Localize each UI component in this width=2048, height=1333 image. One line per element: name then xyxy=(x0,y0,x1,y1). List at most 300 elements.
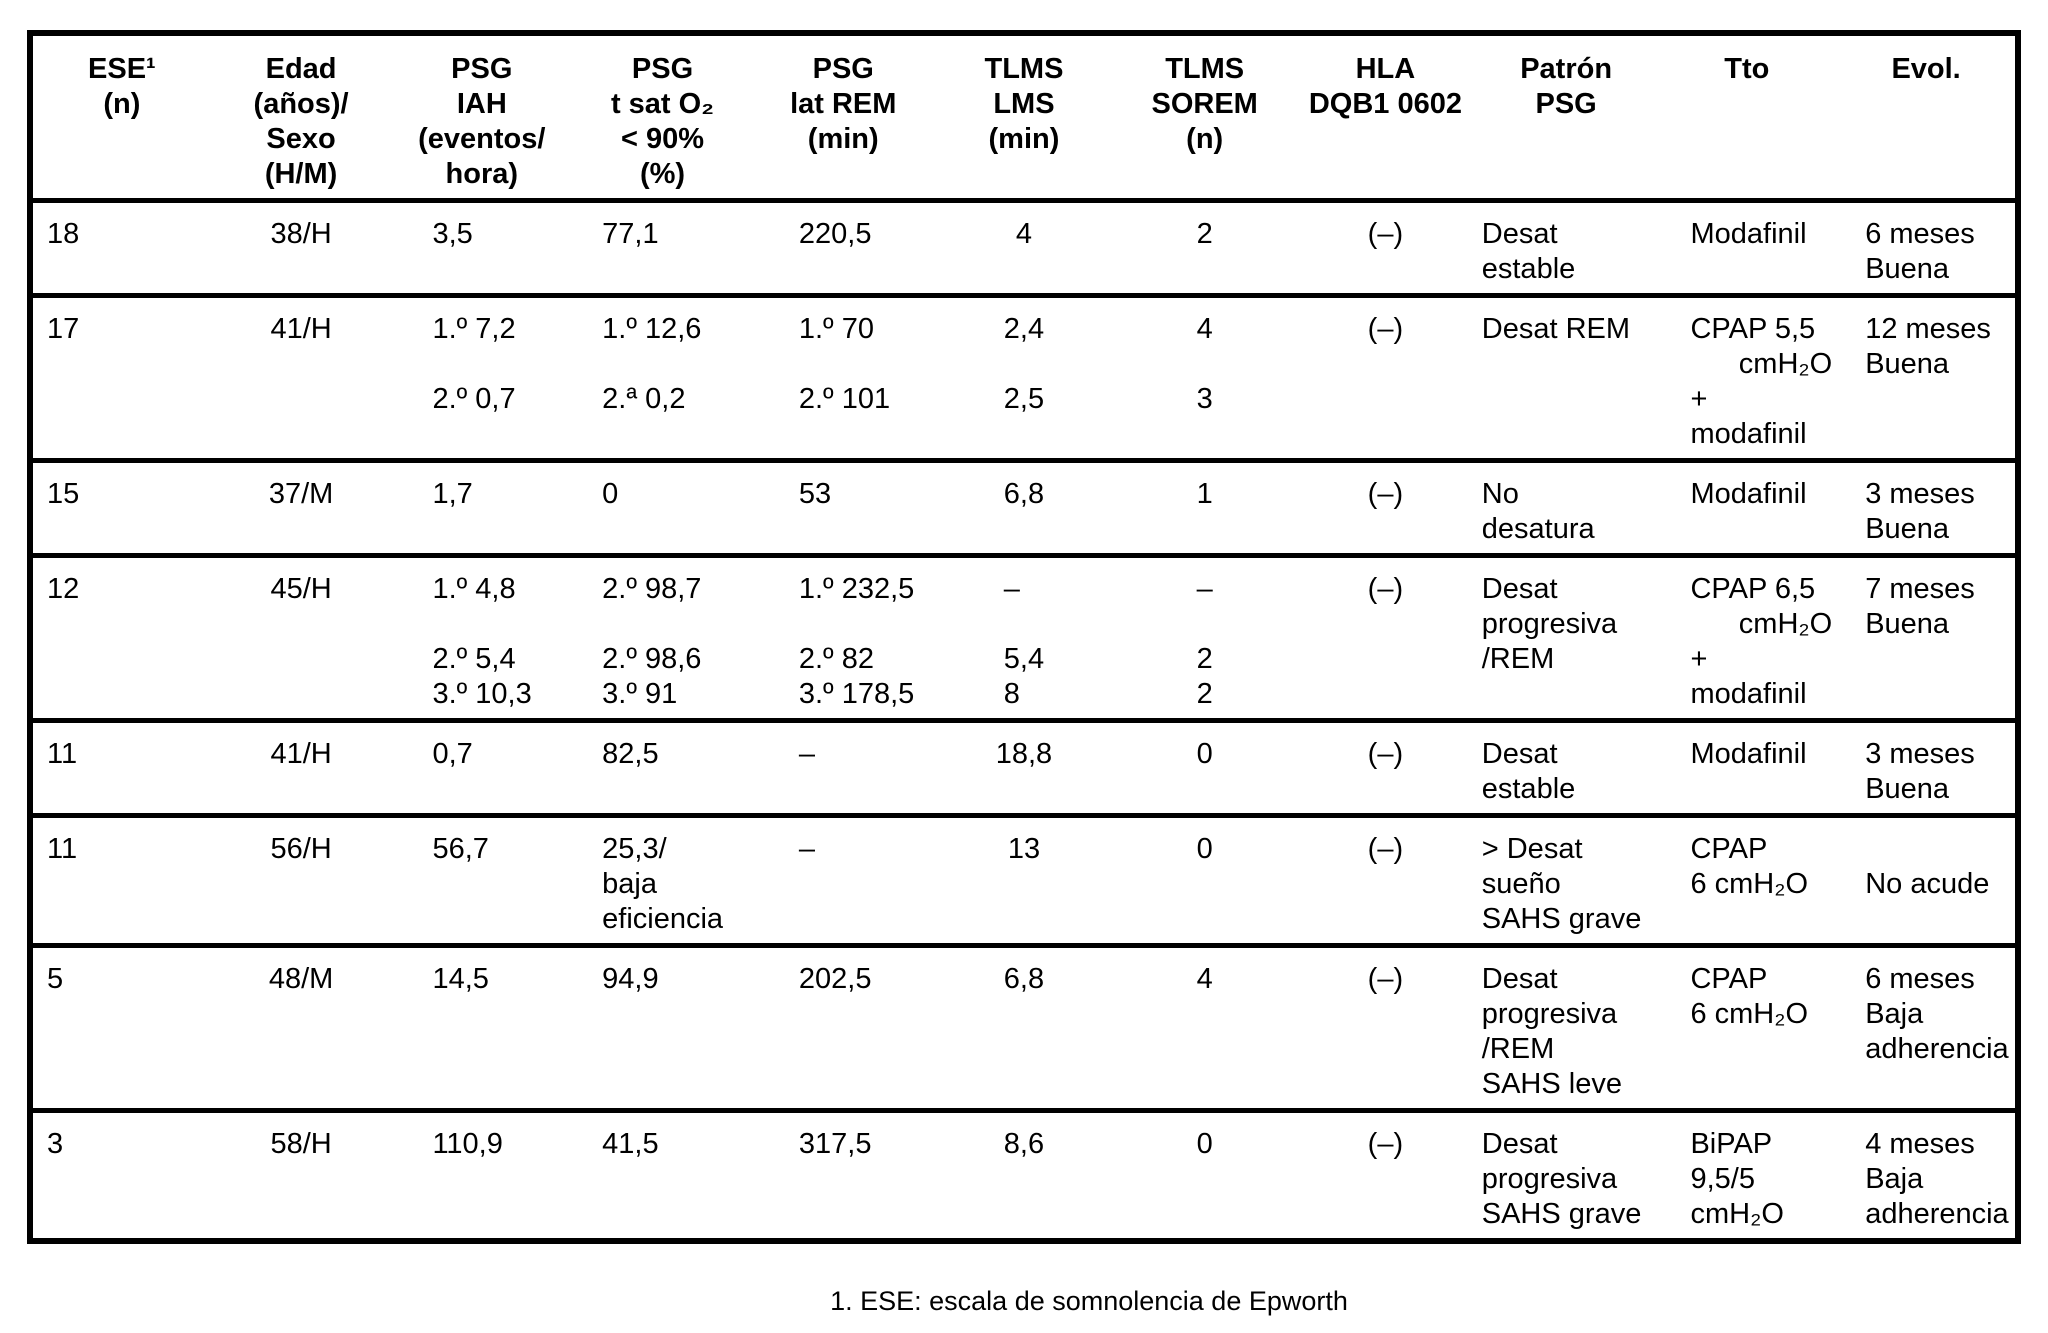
cell-psg-tsat-o2 xyxy=(572,296,753,461)
cell-hla xyxy=(1295,1111,1476,1242)
cell-evol xyxy=(1837,721,2018,816)
column-header-psg-tsat-o2 xyxy=(572,33,753,201)
cell-line: 3,5 xyxy=(432,218,473,250)
cell-line: (min) xyxy=(807,123,879,155)
cell-psg-lat-rem xyxy=(753,721,934,816)
cell-content xyxy=(799,477,932,512)
cell-line: – xyxy=(1003,573,1020,605)
table-footnote: 1. ESE: escala de somnolencia de Epworth xyxy=(830,1286,1348,1316)
cell-ese xyxy=(30,296,211,461)
cell-psg-tsat-o2 xyxy=(572,461,753,556)
cell-evol xyxy=(1837,296,2018,461)
cell-line xyxy=(1004,607,1044,642)
cell-edad-sexo xyxy=(211,461,392,556)
table-row xyxy=(30,1111,2018,1242)
cell-line: Desat xyxy=(1481,738,1558,770)
cell-line: (–) xyxy=(1367,833,1404,865)
cell-content xyxy=(602,477,751,512)
cell-line: PSG xyxy=(1535,88,1597,120)
cell-line: Sexo xyxy=(266,123,336,155)
column-header-tlms-sorem xyxy=(1114,33,1295,201)
cell-content xyxy=(1482,962,1655,1102)
cell-ese xyxy=(30,556,211,721)
cell-content xyxy=(47,737,209,772)
cell-line: eficiencia xyxy=(602,903,724,935)
cell-psg-iah xyxy=(391,1111,572,1242)
cell-psg-tsat-o2 xyxy=(572,556,753,721)
cell-patron-psg xyxy=(1476,296,1657,461)
cell-hla xyxy=(1295,296,1476,461)
cell-line: 3 xyxy=(47,1128,64,1160)
cell-content xyxy=(1482,832,1655,937)
cell-content xyxy=(432,217,570,252)
cell-line: 0 xyxy=(602,478,619,510)
cell-line: Evol. xyxy=(1891,53,1961,85)
cell-content xyxy=(996,737,1052,772)
cell-content xyxy=(602,962,751,997)
cell-content xyxy=(1482,312,1655,347)
cell-line: 37/M xyxy=(268,478,334,510)
cell-line: Modafinil xyxy=(1690,218,1807,250)
cell-line: /REM xyxy=(1481,643,1555,675)
cell-line xyxy=(1004,347,1044,382)
cell-line: 82,5 xyxy=(602,738,659,770)
cell-content xyxy=(1865,962,2013,1067)
cell-line: (eventos/ xyxy=(418,123,546,155)
cell-line: + xyxy=(1690,643,1708,675)
cell-line: 12 meses xyxy=(1865,313,1991,345)
cell-content xyxy=(1008,832,1040,867)
cell-line xyxy=(799,607,932,642)
cell-line: PSG xyxy=(812,53,874,85)
column-header-evol xyxy=(1837,33,2018,201)
cell-line: 0,7 xyxy=(432,738,473,770)
cell-line: desatura xyxy=(1481,513,1595,545)
cell-line: 6 meses xyxy=(1865,218,1975,250)
cell-line xyxy=(1197,347,1213,382)
cell-line: 1.º 4,8 xyxy=(432,573,516,605)
cell-line: 317,5 xyxy=(798,1128,872,1160)
cell-content xyxy=(1865,1127,2013,1232)
cell-line: baja xyxy=(602,868,657,900)
cell-line: 1.º 7,2 xyxy=(432,313,516,345)
cell-line: – xyxy=(1196,573,1213,605)
table-row xyxy=(30,461,2018,556)
cell-content xyxy=(1865,217,2013,287)
cell-psg-lat-rem xyxy=(753,461,934,556)
cell-psg-lat-rem xyxy=(753,556,934,721)
cell-content xyxy=(213,52,390,192)
cell-line: 4 xyxy=(1015,218,1033,250)
cell-line: 2.º 82 xyxy=(798,643,874,675)
cell-content xyxy=(799,312,932,417)
cell-line: 8 xyxy=(1003,678,1020,710)
cell-content xyxy=(799,832,932,867)
cell-line: 5 xyxy=(47,963,64,995)
cell-psg-tsat-o2 xyxy=(572,1111,753,1242)
cell-psg-tsat-o2 xyxy=(572,721,753,816)
cell-line: 1,7 xyxy=(432,478,473,510)
cell-line: Desat xyxy=(1481,963,1558,995)
cell-line: TLMS xyxy=(1165,53,1245,85)
cell-content xyxy=(270,832,331,867)
cell-content xyxy=(936,52,1113,157)
cell-psg-lat-rem xyxy=(753,296,934,461)
cell-line: 2 xyxy=(1196,643,1213,675)
cell-evol xyxy=(1837,816,2018,946)
cell-tto xyxy=(1656,946,1837,1111)
cell-line: sueño xyxy=(1481,868,1561,900)
cell-psg-lat-rem xyxy=(753,201,934,296)
cell-psg-iah xyxy=(391,721,572,816)
cell-content xyxy=(47,312,209,347)
cell-edad-sexo xyxy=(211,946,392,1111)
cell-line: Patrón xyxy=(1520,53,1613,85)
cell-patron-psg xyxy=(1476,556,1657,721)
column-header-tlms-lms xyxy=(934,33,1115,201)
cell-content xyxy=(1368,737,1403,772)
cell-tlms-sorem xyxy=(1114,721,1295,816)
cell-line: ESE¹ xyxy=(88,53,156,85)
cell-content xyxy=(799,572,932,712)
cell-line: Buena xyxy=(1865,348,1950,380)
cell-line: > Desat xyxy=(1481,833,1583,865)
cell-line: No xyxy=(1481,478,1519,510)
cell-line: CPAP xyxy=(1690,963,1768,995)
cell-content xyxy=(1368,962,1403,997)
cell-content xyxy=(1482,572,1655,677)
cell-line: Buena xyxy=(1865,253,1950,285)
cell-psg-iah xyxy=(391,816,572,946)
cell-line: 3 meses xyxy=(1865,478,1975,510)
cell-line: 56,7 xyxy=(432,833,489,865)
cell-line: 12 xyxy=(47,573,80,605)
cell-line: 4 xyxy=(1196,963,1213,995)
cell-hla xyxy=(1295,201,1476,296)
cell-evol xyxy=(1837,556,2018,721)
cell-line: 2 xyxy=(1196,218,1213,250)
cell-content xyxy=(1690,737,1835,772)
cell-line: (–) xyxy=(1367,218,1404,250)
cell-line: PSG xyxy=(451,53,513,85)
cell-line: 2,5 xyxy=(1003,383,1045,415)
cell-edad-sexo xyxy=(211,721,392,816)
cell-content xyxy=(1197,572,1213,712)
cell-content xyxy=(270,1127,331,1162)
cell-hla xyxy=(1295,461,1476,556)
cell-line: Modafinil xyxy=(1690,478,1807,510)
cell-content xyxy=(1016,217,1032,252)
cell-content xyxy=(1865,572,2013,642)
cell-line: 13 xyxy=(1007,833,1041,865)
cell-line: Modafinil xyxy=(1690,738,1807,770)
cell-tlms-lms xyxy=(934,946,1115,1111)
cell-content xyxy=(1690,962,1835,1032)
cell-content xyxy=(432,962,570,997)
cell-line: t sat O₂ xyxy=(610,88,715,120)
cell-line: progresiva xyxy=(1481,998,1618,1030)
cell-line: lat REM xyxy=(790,88,897,120)
cell-ese xyxy=(30,1111,211,1242)
cell-content xyxy=(1482,737,1655,807)
table-header xyxy=(30,33,2018,201)
cell-line: 45/H xyxy=(270,573,332,605)
cell-line: 17 xyxy=(47,313,80,345)
cell-content xyxy=(47,217,209,252)
cell-tlms-lms xyxy=(934,721,1115,816)
cell-line: 110,9 xyxy=(432,1128,503,1160)
cell-line: 38/H xyxy=(270,218,332,250)
cell-line: adherencia xyxy=(1865,1033,2009,1065)
cell-line: No acude xyxy=(1865,868,1990,900)
cell-tlms-sorem xyxy=(1114,556,1295,721)
patients-table xyxy=(27,30,2021,1244)
cell-tlms-sorem xyxy=(1114,296,1295,461)
cell-line: /REM xyxy=(1481,1033,1555,1065)
cell-line: 7 meses xyxy=(1865,573,1975,605)
header-row xyxy=(30,33,2018,201)
cell-tlms-lms xyxy=(934,296,1115,461)
cell-line: DQB1 0602 xyxy=(1308,88,1462,120)
cell-content xyxy=(1004,962,1044,997)
cell-line: 53 xyxy=(798,478,832,510)
cell-line: 3.º 91 xyxy=(602,678,678,710)
cell-tto xyxy=(1656,721,1837,816)
cell-ese xyxy=(30,461,211,556)
cell-content xyxy=(269,477,333,512)
cell-line: TLMS xyxy=(984,53,1064,85)
cell-line: (años)/ xyxy=(253,88,349,120)
cell-line xyxy=(799,347,932,382)
cell-hla xyxy=(1295,721,1476,816)
cell-psg-iah xyxy=(391,461,572,556)
column-header-edad-sexo xyxy=(211,33,392,201)
cell-content xyxy=(47,572,209,607)
cell-content xyxy=(1690,312,1835,452)
cell-tlms-sorem xyxy=(1114,1111,1295,1242)
cell-content xyxy=(269,962,333,997)
cell-line: (–) xyxy=(1367,573,1404,605)
cell-line: 15 xyxy=(47,478,80,510)
cell-content xyxy=(1297,52,1474,122)
table-row xyxy=(30,296,2018,461)
cell-line: Desat xyxy=(1481,218,1558,250)
cell-psg-iah xyxy=(391,556,572,721)
cell-line: cmH₂O xyxy=(1690,608,1833,640)
cell-line: 6 cmH₂O xyxy=(1690,868,1809,900)
cell-line: 2.º 0,7 xyxy=(432,383,516,415)
cell-line: 41/H xyxy=(270,313,332,345)
cell-line: BiPAP xyxy=(1690,1128,1773,1160)
cell-line: CPAP 5,5 xyxy=(1690,313,1816,345)
cell-line: Buena xyxy=(1865,608,1950,640)
cell-patron-psg xyxy=(1476,721,1657,816)
cell-line: 48/M xyxy=(268,963,334,995)
cell-psg-tsat-o2 xyxy=(572,816,753,946)
cell-line: 3 meses xyxy=(1865,738,1975,770)
cell-content xyxy=(602,217,751,252)
cell-tto xyxy=(1656,816,1837,946)
cell-line: Edad xyxy=(265,53,337,85)
cell-content xyxy=(1482,217,1655,287)
cell-line: 2.º 5,4 xyxy=(432,643,516,675)
cell-tto xyxy=(1656,296,1837,461)
cell-tto xyxy=(1656,201,1837,296)
table-row xyxy=(30,946,2018,1111)
cell-line: hora) xyxy=(445,158,519,190)
cell-line: 3.º 178,5 xyxy=(798,678,915,710)
cell-content xyxy=(1690,572,1835,712)
cell-line: 1.º 12,6 xyxy=(602,313,702,345)
cell-content xyxy=(1865,832,2013,902)
cell-content xyxy=(1004,1127,1044,1162)
cell-line: 11 xyxy=(47,738,78,770)
cell-line: Tto xyxy=(1724,53,1770,85)
cell-content xyxy=(432,312,570,417)
cell-patron-psg xyxy=(1476,201,1657,296)
cell-edad-sexo xyxy=(211,816,392,946)
cell-tlms-lms xyxy=(934,556,1115,721)
cell-line: 1.º 70 xyxy=(798,313,874,345)
cell-content xyxy=(1368,572,1403,607)
cell-line: 5,4 xyxy=(1003,643,1045,675)
cell-line: HLA xyxy=(1355,53,1416,85)
cell-content xyxy=(799,962,932,997)
cell-line: 202,5 xyxy=(798,963,872,995)
cell-line: 6 meses xyxy=(1865,963,1975,995)
cell-line: 1.º 232,5 xyxy=(798,573,915,605)
cell-line: 220,5 xyxy=(798,218,872,250)
cell-line: 6 cmH₂O xyxy=(1690,998,1809,1030)
cell-line: 9,5/5 xyxy=(1690,1163,1755,1195)
cell-line: IAH xyxy=(456,88,507,120)
cell-line: (–) xyxy=(1367,313,1404,345)
cell-line xyxy=(602,607,751,642)
cell-content xyxy=(1482,477,1655,547)
cell-line: 0 xyxy=(1196,738,1213,770)
cell-line: Buena xyxy=(1865,513,1950,545)
cell-tlms-lms xyxy=(934,461,1115,556)
cell-line: Desat REM xyxy=(1481,313,1631,345)
cell-line: 0 xyxy=(1196,1128,1213,1160)
cell-line: 3 xyxy=(1196,383,1213,415)
cell-line: 2.º 101 xyxy=(798,383,891,415)
cell-content xyxy=(1690,477,1835,512)
cell-content xyxy=(1690,832,1835,902)
cell-content xyxy=(270,312,331,347)
cell-line: 6,8 xyxy=(1003,478,1045,510)
cell-content xyxy=(1839,52,2013,87)
cell-ese xyxy=(30,946,211,1111)
cell-line xyxy=(602,347,751,382)
cell-content xyxy=(602,1127,751,1162)
cell-psg-lat-rem xyxy=(753,1111,934,1242)
cell-content xyxy=(47,1127,209,1162)
cell-content xyxy=(47,962,209,997)
cell-hla xyxy=(1295,816,1476,946)
table-row xyxy=(30,816,2018,946)
cell-line: 3.º 10,3 xyxy=(432,678,532,710)
cell-content xyxy=(1368,217,1403,252)
cell-content xyxy=(799,217,932,252)
column-header-psg-lat-rem xyxy=(753,33,934,201)
cell-evol xyxy=(1837,461,2018,556)
cell-line: 41/H xyxy=(270,738,332,770)
cell-line: 2.ª 0,2 xyxy=(602,383,686,415)
cell-line: (–) xyxy=(1367,1128,1404,1160)
cell-patron-psg xyxy=(1476,946,1657,1111)
cell-line: SAHS grave xyxy=(1481,1198,1642,1230)
cell-content xyxy=(1197,962,1213,997)
cell-line: 2 xyxy=(1196,678,1213,710)
cell-line: Desat xyxy=(1481,1128,1558,1160)
cell-content xyxy=(1368,832,1403,867)
cell-line: LMS xyxy=(993,88,1055,120)
cell-line: Desat xyxy=(1481,573,1558,605)
cell-content xyxy=(799,1127,932,1162)
cell-line: 2,4 xyxy=(1003,313,1045,345)
cell-line: (%) xyxy=(639,158,686,190)
cell-evol xyxy=(1837,201,2018,296)
cell-line: progresiva xyxy=(1481,608,1618,640)
cell-line: progresiva xyxy=(1481,1163,1618,1195)
cell-content xyxy=(1197,312,1213,417)
cell-line: (H/M) xyxy=(264,158,338,190)
cell-line: CPAP xyxy=(1690,833,1768,865)
cell-content xyxy=(1690,217,1835,252)
cell-content xyxy=(1865,737,2013,807)
cell-content xyxy=(432,572,570,712)
cell-content xyxy=(602,572,751,712)
cell-content xyxy=(1197,1127,1213,1162)
cell-content xyxy=(1004,572,1044,712)
cell-content xyxy=(602,737,751,772)
cell-tlms-lms xyxy=(934,201,1115,296)
cell-line: (–) xyxy=(1367,963,1404,995)
cell-line: cmH₂O xyxy=(1690,348,1833,380)
cell-line: – xyxy=(798,738,816,770)
cell-content xyxy=(574,52,751,192)
cell-tlms-sorem xyxy=(1114,946,1295,1111)
cell-edad-sexo xyxy=(211,556,392,721)
cell-tlms-lms xyxy=(934,1111,1115,1242)
column-header-patron-psg xyxy=(1476,33,1657,201)
cell-line: modafinil xyxy=(1690,418,1807,450)
cell-content xyxy=(1690,1127,1835,1232)
cell-line: 2.º 98,6 xyxy=(602,643,702,675)
cell-line: 58/H xyxy=(270,1128,332,1160)
cell-content xyxy=(1368,477,1403,512)
column-header-ese xyxy=(30,33,211,201)
cell-line: 18 xyxy=(47,218,80,250)
cell-content xyxy=(602,312,751,417)
cell-content xyxy=(1197,217,1213,252)
cell-hla xyxy=(1295,946,1476,1111)
cell-line: < 90% xyxy=(620,123,705,155)
cell-content xyxy=(1004,312,1044,417)
cell-line: CPAP 6,5 xyxy=(1690,573,1816,605)
cell-evol xyxy=(1837,1111,2018,1242)
cell-tlms-lms xyxy=(934,816,1115,946)
cell-line: 18,8 xyxy=(995,738,1053,770)
table-row xyxy=(30,721,2018,816)
cell-content xyxy=(1197,737,1213,772)
cell-tto xyxy=(1656,461,1837,556)
cell-line: (min) xyxy=(988,123,1060,155)
cell-patron-psg xyxy=(1476,816,1657,946)
cell-content xyxy=(1482,1127,1655,1232)
cell-line: 56/H xyxy=(270,833,332,865)
